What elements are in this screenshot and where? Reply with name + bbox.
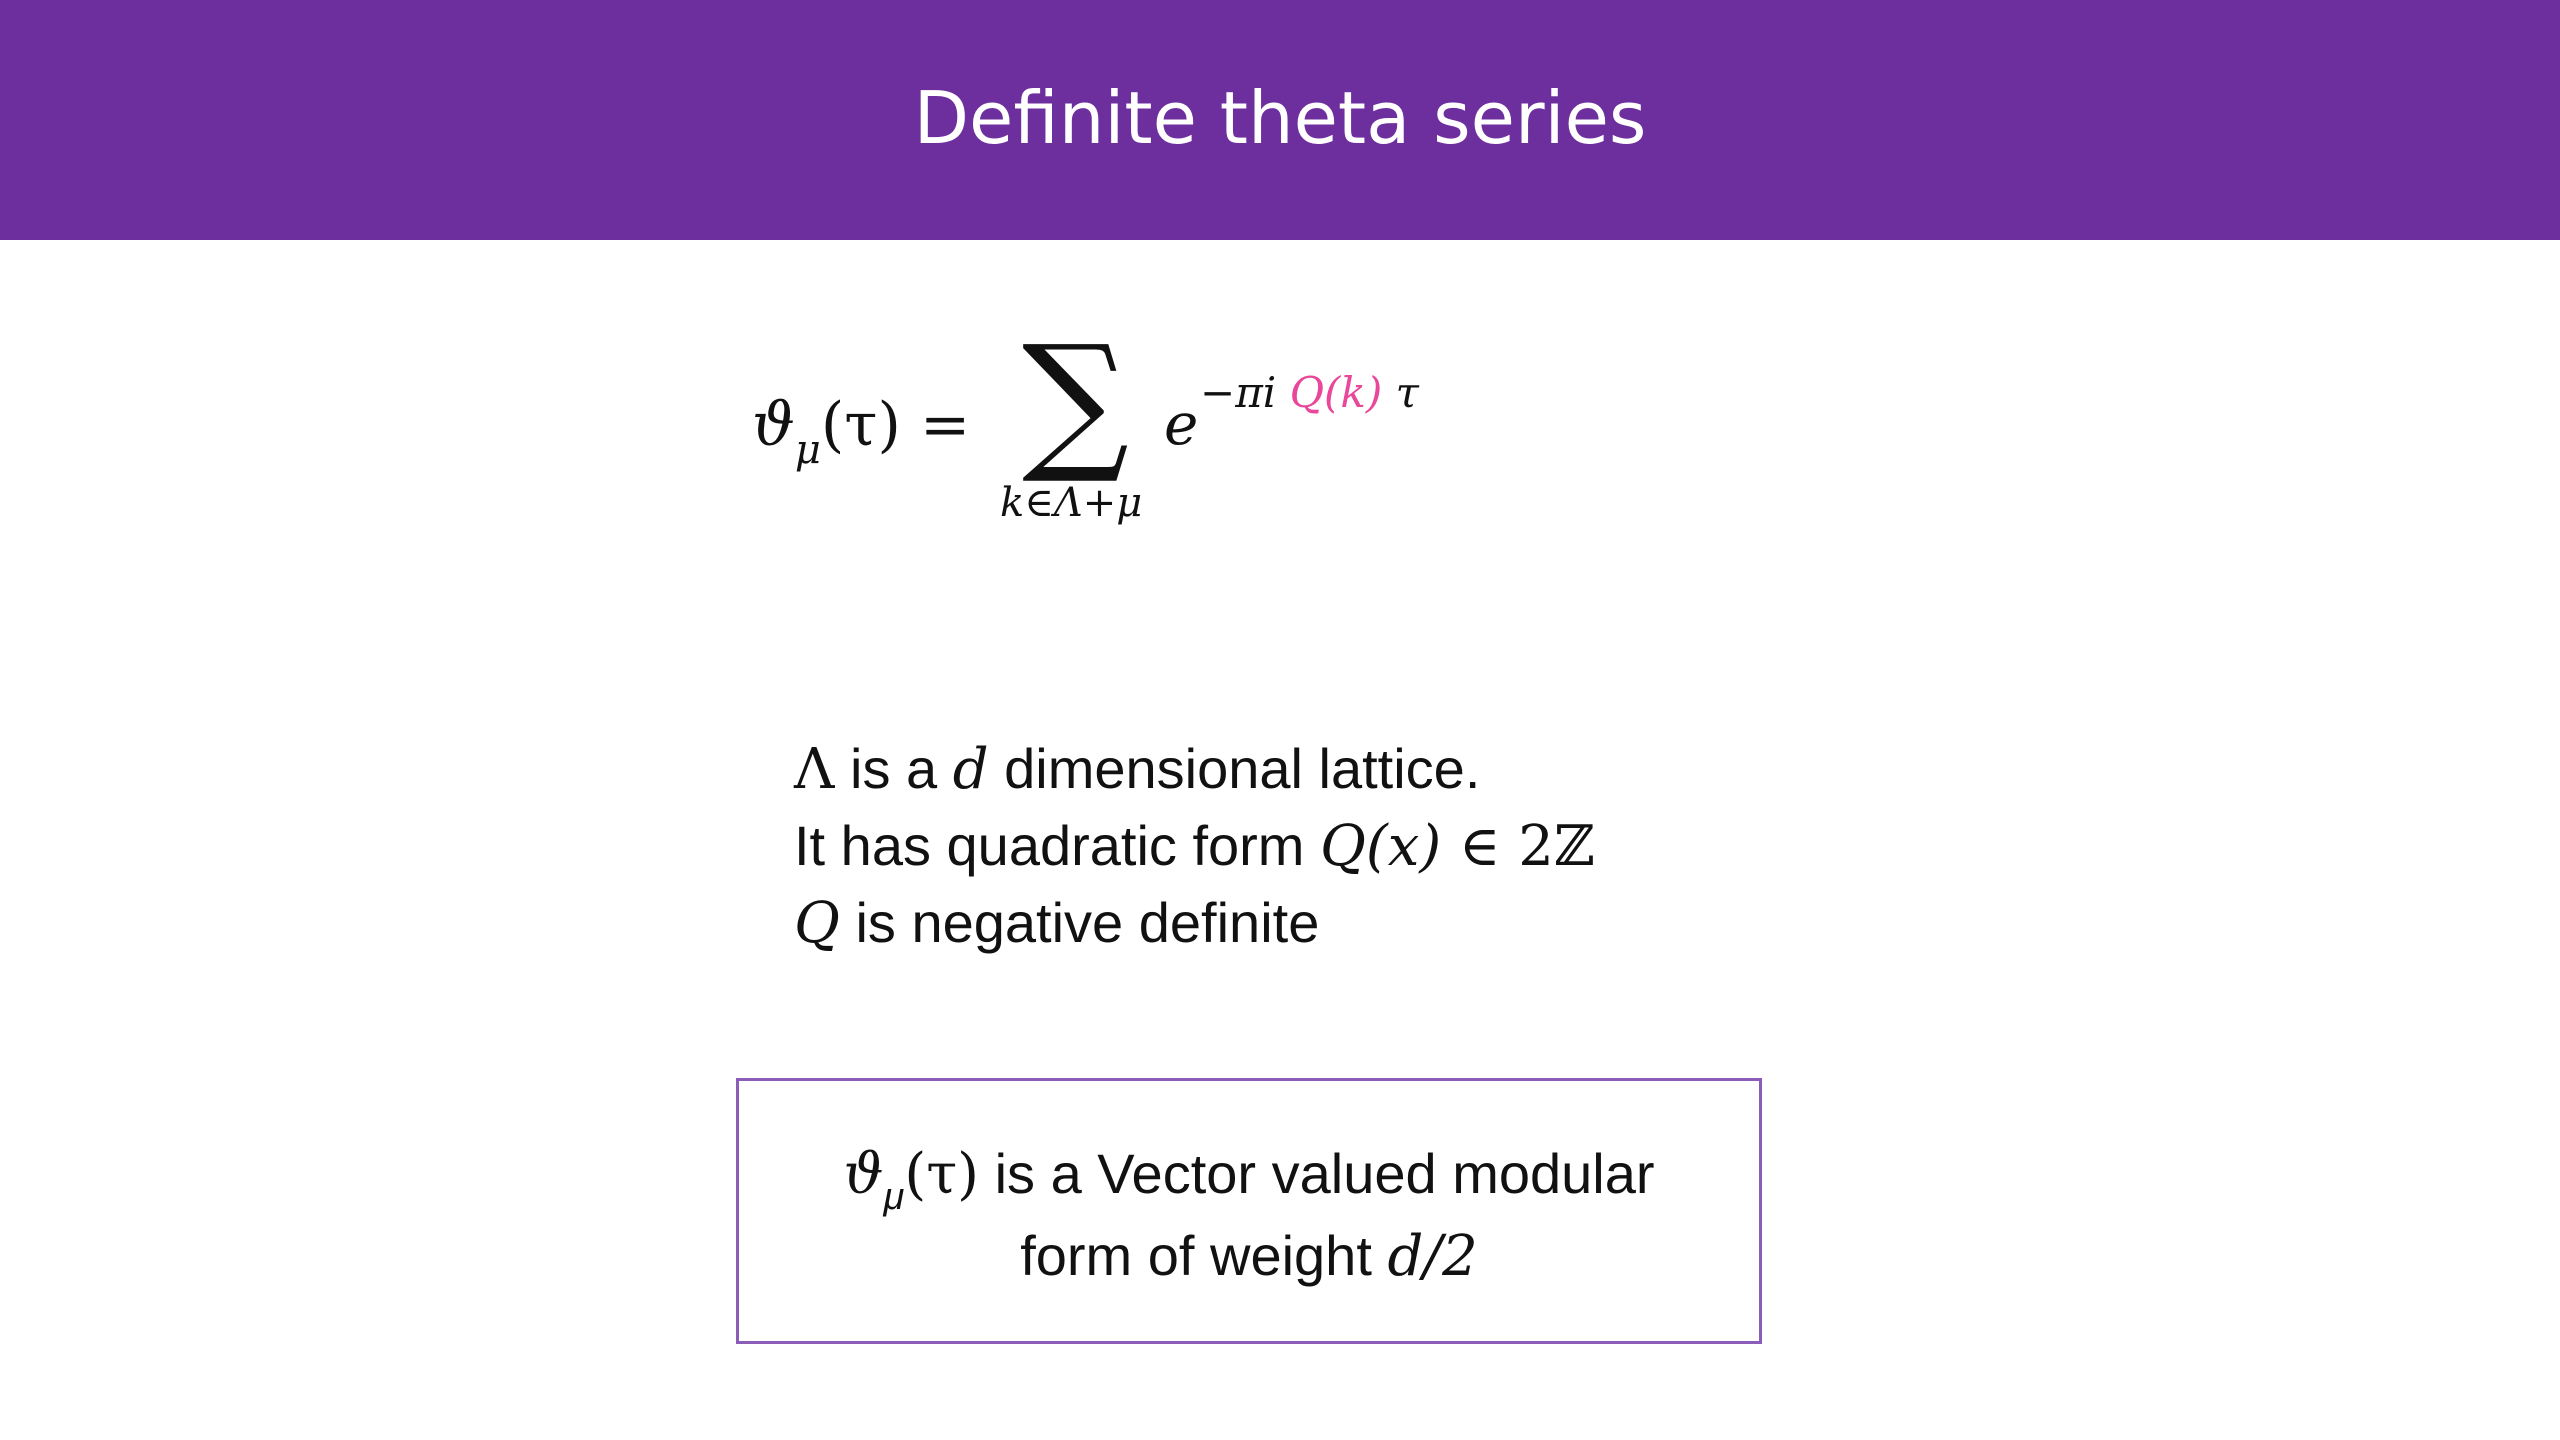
quadratic-form-expression: Q(x)	[1320, 814, 1442, 879]
conclusion-line-2	[739, 1223, 1759, 1289]
exponent-prefix: −πi	[1200, 368, 1277, 417]
slide-title: Definite theta series	[913, 76, 1647, 160]
exponent-quadratic-form: Q(k)	[1289, 368, 1383, 417]
conclusion-box	[736, 1078, 1762, 1344]
conclusion-line-1	[739, 1141, 1759, 1219]
statement-text: dimensional lattice.	[988, 737, 1481, 800]
statement-text: is a	[834, 737, 953, 800]
formula-lhs	[752, 390, 970, 473]
theta-subscript: μ	[794, 427, 821, 473]
dimension-symbol: d	[952, 737, 989, 802]
formula-argument: (τ) =	[820, 390, 971, 460]
statement-text: It has quadratic form	[794, 814, 1321, 877]
statement-text: is negative definite	[839, 891, 1320, 954]
statement-negative-definite	[794, 884, 1595, 961]
exponential-base: e	[1164, 390, 1199, 458]
summation-index: k∈Λ+μ	[1000, 480, 1143, 526]
statement-lattice	[794, 730, 1595, 807]
lambda-symbol: Λ	[794, 737, 835, 802]
summation-icon: ∑	[1022, 314, 1130, 488]
statement-quadratic-form	[794, 807, 1595, 884]
lattice-statements	[794, 730, 1595, 961]
theta-symbol: ϑ	[752, 390, 795, 460]
conclusion-text: form of weight	[1020, 1224, 1388, 1287]
conclusion-text: is a Vector valued modular	[979, 1142, 1655, 1205]
weight-expression: d/2	[1387, 1224, 1478, 1289]
theta-series-formula	[740, 314, 1540, 560]
exponent	[1200, 368, 1419, 417]
integer-set-expression: ∈ 2ℤ	[1441, 814, 1595, 879]
theta-argument: (τ)	[904, 1142, 980, 1207]
theta-subscript: μ	[883, 1176, 905, 1218]
q-symbol: Q	[794, 891, 840, 956]
exponent-suffix: τ	[1395, 368, 1419, 417]
theta-symbol: ϑ	[843, 1142, 884, 1207]
